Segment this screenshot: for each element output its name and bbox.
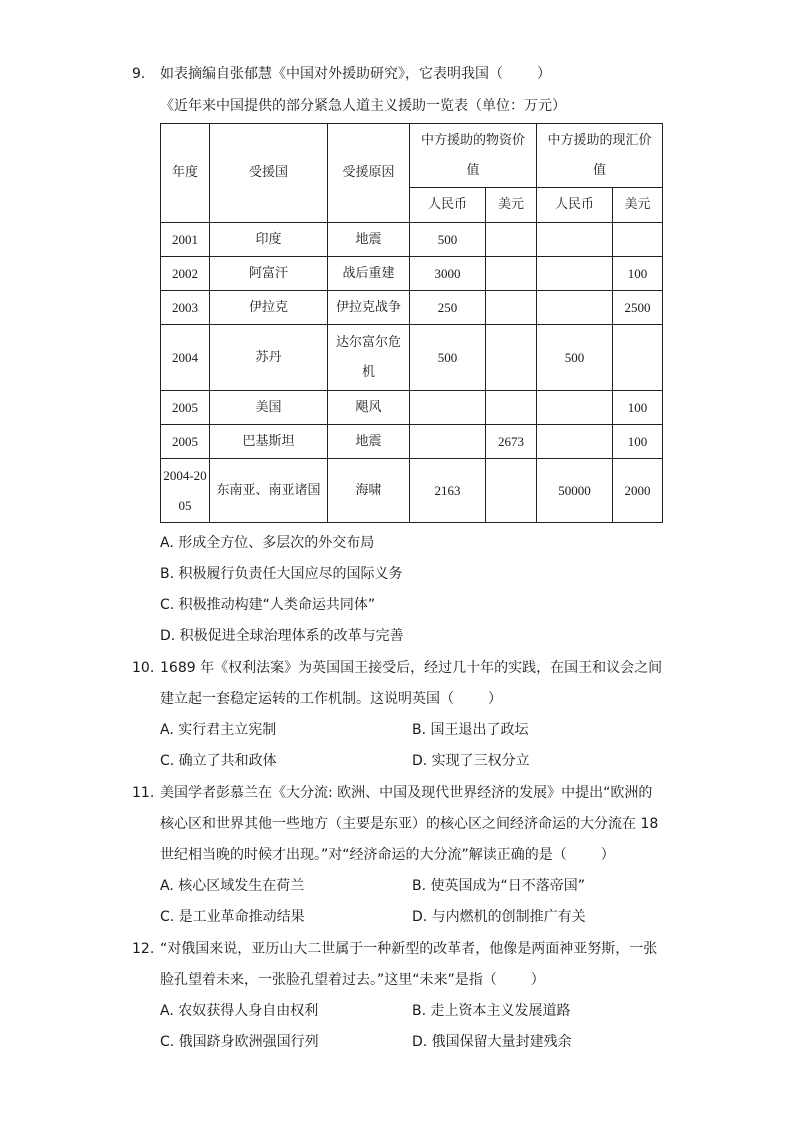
option-c[interactable]: C. 积极推动构建“人类命运共同体”	[160, 597, 376, 613]
question-number: 10.	[132, 660, 155, 676]
option-d[interactable]: D. 俄国保留大量封建残余	[412, 1034, 572, 1050]
table-row: 2003 伊拉克 伊拉克战争 250 2500	[161, 291, 663, 325]
header-reason: 受援原因	[328, 124, 410, 223]
question-stem: 美国学者彭慕兰在《大分流: 欧洲、中国及现代世界经济的发展》中提出“欧洲的	[160, 785, 653, 801]
option-d[interactable]: D. 积极促进全球治理体系的改革与完善	[160, 628, 404, 644]
table-row: 2005 巴基斯坦 地震 2673 100	[161, 425, 663, 459]
option-b[interactable]: B. 走上资本主义发展道路	[412, 1003, 571, 1019]
header-country: 受援国	[210, 124, 328, 223]
question-12: 12. “对俄国来说，亚历山大二世属于一种新型的改革者，他像是两面神亚努斯，一张 脸孔望着未来，一张脸孔望着过去。”这里“未来”是指（ ） A. 农奴获得人身自由权利 B. 走上资本主义发展道路 C. 俄国跻身欧洲强国行列 D. 俄国保留大量封建残余	[132, 934, 672, 1058]
option-c[interactable]: C. 是工业革命推动结果	[160, 909, 305, 925]
header-usd: 美元	[486, 188, 537, 223]
aid-table	[160, 123, 663, 523]
header-rmb: 人民币	[537, 188, 613, 223]
table-caption: 《近年来中国提供的部分紧急人道主义援助一览表（单位：万元）	[160, 98, 566, 114]
header-goods-value: 中方援助的物资价 值	[410, 124, 537, 188]
question-9: 9. 如表摘编自张郁慧《中国对外援助研究》，它表明我国（ ）	[132, 59, 672, 90]
option-a[interactable]: A. 核心区域发生在荷兰	[160, 878, 305, 894]
question-10: 10. 1689 年《权利法案》为英国国王接受后，经过几十年的实践，在国王和议会之间 建立起一套稳定运转的工作机制。这说明英国（ ） A. 实行君主立宪制 B. 国王退出了政坛 C. 确立了共和政体 D. 实现了三权分立	[132, 653, 672, 777]
header-year: 年度	[161, 124, 210, 223]
question-stem: 1689 年《权利法案》为英国国王接受后，经过几十年的实践，在国王和议会之间	[160, 660, 663, 676]
question-number: 11.	[132, 785, 155, 801]
header-usd: 美元	[613, 188, 663, 223]
table-row: 2004-20 05 东南亚、南亚诸国 海啸 2163 50000 2000	[161, 459, 663, 523]
header-cash-value: 中方援助的现汇价 值	[537, 124, 663, 188]
question-number: 9.	[132, 66, 146, 82]
header-rmb: 人民币	[410, 188, 486, 223]
option-c[interactable]: C. 俄国跻身欧洲强国行列	[160, 1034, 319, 1050]
question-stem: “对俄国来说，亚历山大二世属于一种新型的改革者，他像是两面神亚努斯，一张	[160, 941, 658, 957]
table-row: 2002 阿富汗 战后重建 3000 100	[161, 257, 663, 291]
table-row: 2004 苏丹 达尔富尔危 机 500 500	[161, 325, 663, 391]
question-number: 12.	[132, 941, 155, 957]
question-stem: 如表摘编自张郁慧《中国对外援助研究》，它表明我国（	[160, 66, 503, 82]
option-c[interactable]: C. 确立了共和政体	[160, 753, 277, 769]
table-row: 2001 印度 地震 500	[161, 223, 663, 257]
option-b[interactable]: B. 国王退出了政坛	[412, 722, 529, 738]
option-a[interactable]: A. 农奴获得人身自由权利	[160, 1003, 319, 1019]
option-a[interactable]: A. 形成全方位、多层次的外交布局	[160, 535, 375, 551]
option-a[interactable]: A. 实行君主立宪制	[160, 722, 277, 738]
question-9-options	[132, 528, 672, 652]
option-b[interactable]: B. 使英国成为“日不落帝国”	[412, 878, 586, 894]
question-11: 11. 美国学者彭慕兰在《大分流: 欧洲、中国及现代世界经济的发展》中提出“欧洲的 核心区和世界其他一些地方（主要是东亚）的核心区之间经济命运的大分流在 18 世纪相当晚的时候才出现。”对“经济命运的大分流”解读正确的是（ ） A. 核心区域发生在荷兰 B. 使英国成为“日不落帝国” C. 是工业革命推动结果 D. 与内燃机的创制推广有关	[132, 778, 672, 933]
table-row: 2005 美国 飓风 100	[161, 391, 663, 425]
option-d[interactable]: D. 实现了三权分立	[412, 753, 530, 769]
option-b[interactable]: B. 积极履行负责任大国应尽的国际义务	[160, 566, 403, 582]
option-d[interactable]: D. 与内燃机的创制推广有关	[412, 909, 586, 925]
